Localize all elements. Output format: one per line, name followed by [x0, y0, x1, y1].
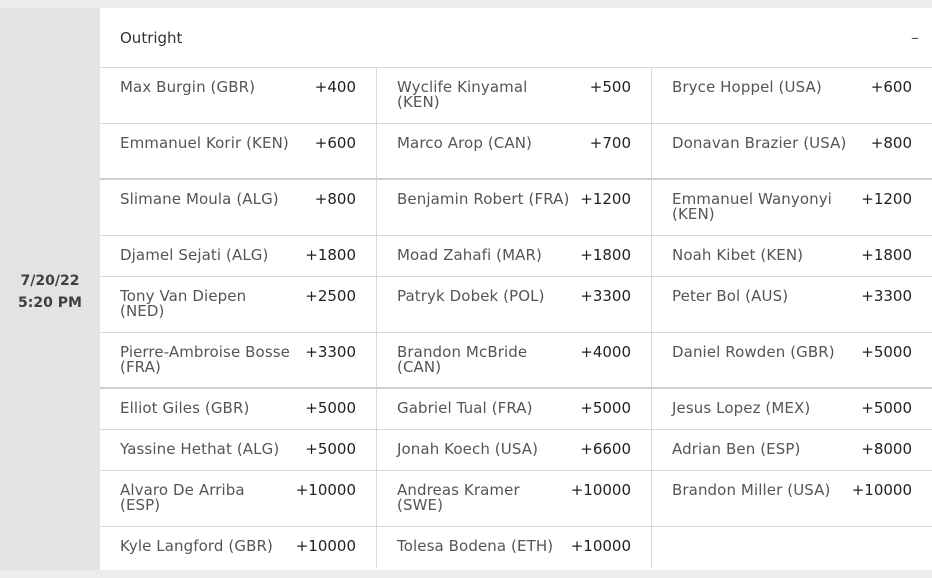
selection-button[interactable]	[652, 389, 932, 429]
selection-name: Pierre-Ambroise Bosse (FRA)	[120, 343, 290, 376]
event-time: 5:20 PM	[18, 295, 82, 311]
event-datetime	[0, 270, 100, 314]
selection-name: Jonah Koech (USA)	[397, 440, 539, 458]
selection-odds: +800	[870, 134, 912, 152]
collapse-button[interactable]	[900, 23, 930, 53]
selection-button[interactable]	[652, 277, 932, 332]
selection-name: Alvaro De Arriba (ESP)	[120, 481, 245, 514]
selection-button[interactable]	[652, 333, 932, 387]
selection-name: Elliot Giles (GBR)	[120, 399, 250, 417]
selection-name: Moad Zahafi (MAR)	[397, 246, 543, 264]
selection-button[interactable]	[377, 180, 652, 235]
selection-button[interactable]	[100, 124, 377, 178]
event-date-column	[0, 8, 100, 570]
selection-odds: +2500	[305, 287, 356, 305]
selection-name: Peter Bol (AUS)	[672, 287, 789, 305]
selection-odds: +3300	[861, 287, 912, 305]
selection-button[interactable]	[377, 527, 652, 568]
selection-name: Brandon McBride (CAN)	[397, 343, 528, 376]
selection-row	[100, 527, 932, 568]
selection-button[interactable]	[652, 430, 932, 470]
selection-button[interactable]	[100, 389, 377, 429]
selection-row	[100, 277, 932, 333]
selection-odds: +1200	[580, 190, 631, 208]
selection-button[interactable]	[100, 430, 377, 470]
selection-button[interactable]	[377, 68, 652, 123]
selection-name: Tolesa Bodena (ETH)	[397, 537, 554, 555]
selection-button[interactable]	[100, 180, 377, 235]
selection-button[interactable]	[100, 236, 377, 276]
selection-name: Brandon Miller (USA)	[672, 481, 831, 499]
selection-name: Adrian Ben (ESP)	[672, 440, 801, 458]
selection-name: Gabriel Tual (FRA)	[397, 399, 533, 417]
selection-odds: +600	[314, 134, 356, 152]
selection-name: Marco Arop (CAN)	[397, 134, 532, 152]
selections-grid	[100, 68, 932, 568]
selection-name: Wyclife Kinyamal (KEN)	[397, 78, 528, 111]
selection-button[interactable]	[377, 277, 652, 332]
selection-odds: +1800	[861, 246, 912, 264]
selection-name: Benjamin Robert (FRA)	[397, 190, 570, 208]
selection-name: Tony Van Diepen (NED)	[120, 287, 247, 320]
selection-odds: +400	[314, 78, 356, 96]
selection-button[interactable]	[377, 236, 652, 276]
selection-odds: +8000	[861, 440, 912, 458]
selection-button[interactable]	[652, 180, 932, 235]
selection-odds: +5000	[861, 399, 912, 417]
selection-button[interactable]	[377, 471, 652, 526]
selection-row	[100, 68, 932, 124]
selection-odds: +3300	[580, 287, 631, 305]
selection-button[interactable]	[100, 277, 377, 332]
selection-button[interactable]	[652, 471, 932, 526]
selection-name: Emmanuel Korir (KEN)	[120, 134, 289, 152]
selection-name: Noah Kibet (KEN)	[672, 246, 804, 264]
selection-odds: +4000	[580, 343, 631, 361]
selection-row	[100, 180, 932, 236]
selection-odds: +500	[589, 78, 631, 96]
selection-odds: +600	[870, 78, 912, 96]
event-date: 7/20/22	[20, 273, 80, 289]
selection-button[interactable]	[377, 430, 652, 470]
selection-name: Emmanuel Wanyonyi (KEN)	[672, 190, 832, 223]
selection-name: Djamel Sejati (ALG)	[120, 246, 269, 264]
selection-button[interactable]	[377, 333, 652, 387]
selection-button[interactable]	[100, 68, 377, 123]
selection-odds: +5000	[305, 399, 356, 417]
market-title: Outright	[120, 28, 183, 47]
selection-odds: +10000	[295, 481, 356, 499]
market-header[interactable]	[100, 8, 932, 68]
selection-name: Donavan Brazier (USA)	[672, 134, 847, 152]
selection-name: Yassine Hethat (ALG)	[120, 440, 280, 458]
minus-icon: –	[911, 28, 919, 47]
selection-name: Patryk Dobek (POL)	[397, 287, 545, 305]
selection-name: Kyle Langford (GBR)	[120, 537, 273, 555]
selection-odds: +5000	[580, 399, 631, 417]
selection-odds: +10000	[570, 481, 631, 499]
selection-button[interactable]	[652, 236, 932, 276]
selection-odds: +1200	[861, 190, 912, 208]
selection-button[interactable]	[377, 124, 652, 178]
selection-odds: +1800	[580, 246, 631, 264]
selection-odds: +10000	[570, 537, 631, 555]
selection-button[interactable]	[652, 124, 932, 178]
selection-button[interactable]	[377, 389, 652, 429]
selection-name: Daniel Rowden (GBR)	[672, 343, 835, 361]
selection-odds: +1800	[305, 246, 356, 264]
selection-row	[100, 333, 932, 389]
selection-row	[100, 389, 932, 430]
selection-odds: +5000	[861, 343, 912, 361]
selection-odds: +700	[589, 134, 631, 152]
selection-button[interactable]	[100, 471, 377, 526]
selection-name: Jesus Lopez (MEX)	[672, 399, 811, 417]
selection-button[interactable]	[100, 527, 377, 568]
selection-row	[100, 236, 932, 277]
selection-button[interactable]	[652, 68, 932, 123]
selection-row	[100, 471, 932, 527]
selection-odds: +5000	[305, 440, 356, 458]
selection-name: Andreas Kramer (SWE)	[397, 481, 520, 514]
selection-name: Slimane Moula (ALG)	[120, 190, 279, 208]
selection-button[interactable]	[100, 333, 377, 387]
selection-odds: +10000	[295, 537, 356, 555]
empty-cell	[652, 527, 932, 568]
selection-odds: +6600	[580, 440, 631, 458]
outright-market-panel	[100, 8, 932, 570]
selection-row	[100, 430, 932, 471]
selection-row	[100, 124, 932, 180]
selection-odds: +800	[314, 190, 356, 208]
selection-odds: +3300	[305, 343, 356, 361]
selection-name: Bryce Hoppel (USA)	[672, 78, 822, 96]
selection-name: Max Burgin (GBR)	[120, 78, 256, 96]
selection-odds: +10000	[851, 481, 912, 499]
